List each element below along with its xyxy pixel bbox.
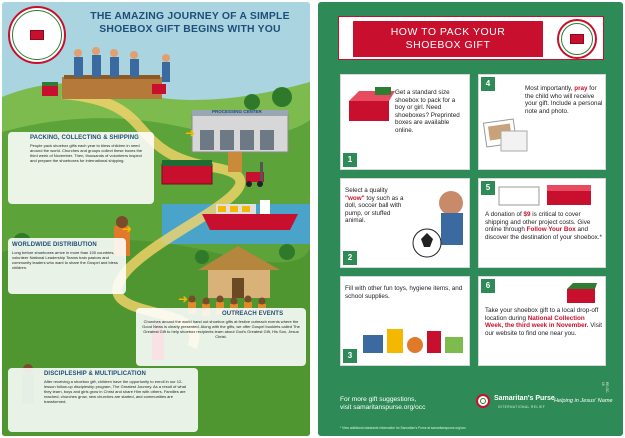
header-banner xyxy=(338,16,604,60)
section-body-discipleship: After receiving a shoebox gift, children have the opportunity to enroll in our 12-lesson follow-up discipleship program, The Greatest Journey. As a result of what they learn, boys and girls grow in Christ and share Him with others. Families are reached, churches grow, new churches are started, and communities are transformed. xyxy=(44,379,186,404)
banner-line-2: SHOEBOX GIFT xyxy=(405,39,491,51)
fine-print: * View additional standards information for Samaritan's Purse at samaritanspurse.org/occ xyxy=(340,426,466,430)
journey-card xyxy=(2,2,310,436)
step-text-highlight: pray xyxy=(574,85,588,92)
step-text-part: Take your shoebox gift to a local drop-off location during xyxy=(485,307,599,322)
donation-label-image xyxy=(497,183,597,209)
step-5 xyxy=(478,178,606,268)
brand-subtitle: INTERNATIONAL RELIEF xyxy=(498,405,546,409)
step-3 xyxy=(340,276,470,366)
banner-line-1: HOW TO PACK YOUR xyxy=(390,26,506,38)
step-number: 5 xyxy=(481,181,495,195)
step-text-highlight: Follow Your Box xyxy=(526,226,576,234)
step-number: 3 xyxy=(343,349,357,363)
step-text: Get a standard size shoebox to pack for a boy or girl. Need shoeboxes? Preprinted boxes are available online. xyxy=(395,89,460,134)
section-body-distribution: Long before shoeboxes arrive in more than 100 countries, volunteer National Leadership Teams train pastors and community leaders who want to share the Gospel and bless children. xyxy=(12,250,118,270)
step-text-part: Most importantly, xyxy=(525,85,575,92)
step-number: 2 xyxy=(343,251,357,265)
step-text-highlight: National Collection Week, the third week in November. xyxy=(485,314,589,330)
path-arrow-icon: ➜ xyxy=(122,222,133,236)
step-text xyxy=(345,187,407,225)
step-text-highlight: $9 xyxy=(523,211,531,218)
step-text xyxy=(485,211,603,241)
samaritans-purse-logo xyxy=(8,6,66,64)
section-title-discipleship: DISCIPLESHIP & MULTIPLICATION xyxy=(44,371,146,377)
journey-title xyxy=(74,10,306,36)
gift-suggestions-footer xyxy=(340,396,425,413)
processing-center-sign: PROCESSING CENTER xyxy=(212,109,262,114)
step-text: Fill with other fun toys, hygiene items, and school supplies. xyxy=(345,285,463,300)
side-code: RE-OC-18 xyxy=(601,382,609,394)
occ-logo xyxy=(557,19,597,59)
step-number: 1 xyxy=(343,153,357,167)
step-6 xyxy=(478,276,606,366)
step-text xyxy=(525,85,603,115)
tagline: Helping in Jesus' Name xyxy=(554,398,613,404)
step-text-part: for the child who will receive your gift. Include a personal note and photo. xyxy=(525,85,603,115)
section-title-packing: PACKING, COLLECTING & SHIPPING xyxy=(30,135,139,141)
photo-note-image xyxy=(483,115,529,155)
supplies-image xyxy=(359,321,467,361)
step-text-part: Visit our website to find one near you. xyxy=(485,322,603,337)
path-arrow-icon: ➜ xyxy=(185,126,196,140)
title-line-1: THE AMAZING JOURNEY OF A SIMPLE xyxy=(90,11,290,22)
step-text-part: toy such as a doll, soccer ball with pump, or stuffed animal. xyxy=(345,194,404,225)
packed-shoebox-image xyxy=(565,281,599,305)
step-text-part: Select a quality xyxy=(345,187,388,194)
title-line-2: SHOEBOX GIFT BEGINS WITH YOU xyxy=(99,24,281,35)
section-title-distribution: WORLDWIDE DISTRIBUTION xyxy=(12,242,97,248)
step-text-highlight: "wow" xyxy=(345,194,365,202)
brand-name: Samaritan's Purse xyxy=(494,395,555,402)
step-1 xyxy=(340,74,470,170)
step-text-part: A donation of xyxy=(485,211,524,218)
toys-image xyxy=(405,185,469,265)
step-text xyxy=(485,307,603,337)
shoebox-image xyxy=(345,85,395,125)
step-number: 4 xyxy=(481,77,495,91)
path-arrow-icon: ➜ xyxy=(178,292,189,306)
section-title-outreach: OUTREACH EVENTS xyxy=(222,311,284,317)
step-text-part: is critical to cover shipping and other project costs. Give online through xyxy=(485,211,591,234)
section-body-outreach: Churches around the world hand out shoebox gifts at festive outreach events where the Good News is clearly presented. Along with the gifts, we offer Gospel booklets called The Greatest Gift to help shoebox recipients learn about God's Greatest Gift, His Son, Jesus Christ. xyxy=(142,319,300,339)
footer-url-link[interactable]: visit samaritanspurse.org/occ xyxy=(340,404,426,412)
samaritans-purse-brand-icon xyxy=(476,394,490,408)
footer-line-1: For more gift suggestions, xyxy=(340,396,417,403)
banner-title xyxy=(353,21,543,57)
step-number: 6 xyxy=(481,279,495,293)
step-4 xyxy=(478,74,606,170)
step-2 xyxy=(340,178,470,268)
step-text-part: and discover the destination of your shoebox.* xyxy=(485,226,602,241)
section-body-packing: People pack shoebox gifts each year to bless children in need around the world. Churches and groups collect these boxes the third week of November. Then, thousands of volunteers inspect and prepare the shoeboxes for international shipping. xyxy=(30,143,143,163)
how-to-pack-card xyxy=(318,2,623,436)
